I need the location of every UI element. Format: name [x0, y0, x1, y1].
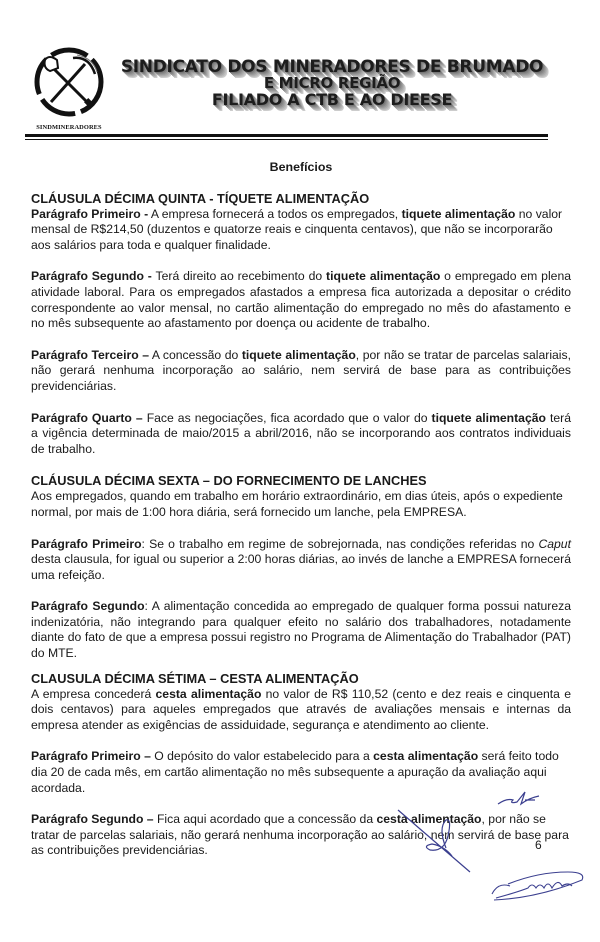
paragraph-text: : A alimentação concedida ao empregado de qualquer forma possui natureza indenizatória, não integrando para qualquer efeito no salário dos trabalhadores, notadamente diante do fato de que a empresa possui registro no Programa de Alimentação do Trabalhador (PAT) do MTE.: [31, 599, 571, 661]
paragraph-text: será feito todo dia 20 de cada mês, em cartão alimentação no mês subsequente a apuração da avaliação aqui acordada.: [31, 749, 559, 795]
masthead-line-2: E MICRO REGIÃO: [263, 74, 401, 92]
initials-signature-icon: [495, 788, 545, 810]
masthead-line-3: FILIADO A CTB E AO DIEESE: [211, 90, 453, 109]
emphasis: tiquete alimentação: [401, 206, 516, 221]
paragraph-text: no valor mensal de R$214,50 (duzentos e quatorze reais e cinquenta centavos), que não se incorporarão aos salários para toda e qualquer finalidade.: [31, 206, 563, 252]
union-logo: [27, 44, 107, 134]
paragraph-label: Parágrafo Segundo: [31, 599, 145, 614]
paragraph-label: Parágrafo Terceiro –: [31, 347, 149, 362]
paragraph-text: terá a vigência determinada de maio/2015 a abril/2016, não se incorporando aos contratos individuais de trabalho.: [31, 410, 571, 456]
paragraph-label: Parágrafo Primeiro: [31, 536, 142, 551]
logo-label: SINDMINERADORES: [36, 124, 102, 131]
paragraph-label: Parágrafo Primeiro –: [31, 749, 151, 764]
emphasis: tiquete alimentação: [241, 347, 356, 362]
handwritten-signature-icon: [396, 808, 476, 878]
paragraph-text: A concessão do: [148, 347, 242, 362]
paragraph-text: o empregado em plena atividade laboral. Para os empregados afastados a empresa fica autorizada a depositar o crédito correspondente ao valor mensal, no cartão alimentação do empregado no mês do afastamento e no mês subsequente ao afastamento por doença ou acidente de trabalho.: [31, 269, 572, 331]
paragraph: [31, 687, 571, 734]
italic-term: Caput: [538, 536, 571, 551]
masthead: [112, 57, 552, 110]
page-number: 6: [535, 838, 542, 852]
emphasis: tiquete alimentação: [431, 410, 546, 425]
paragraph-text: Terá direito ao recebimento do: [151, 269, 327, 284]
clause-heading: CLAUSULA DÉCIMA SÉTIMA – CESTA ALIMENTAÇÃO: [31, 670, 359, 686]
paragraph: [31, 207, 571, 254]
paragraph-text: : Se o trabalho em regime de sobrejornada, nas condições referidas no: [141, 536, 539, 551]
paragraph: [31, 348, 571, 395]
paragraph: [31, 599, 571, 661]
paragraph-text: Fica aqui acordado que a concessão da: [153, 812, 377, 827]
emphasis: cesta alimentação: [155, 686, 262, 701]
paragraph-text: A empresa concederá: [31, 686, 156, 701]
masthead-line-1: SINDICATO DOS MINERADORES DE BRUMADO: [120, 57, 544, 77]
paragraph-label: Parágrafo Quarto –: [31, 410, 143, 425]
paragraph: [31, 269, 571, 331]
paragraph-text: , por não se tratar de parcelas salariais, não gerará nenhuma incorporação ao salário, nem servirá de base para as contribuições previdenciárias.: [31, 812, 569, 858]
paragraph: [31, 537, 571, 584]
paragraph-label: Parágrafo Segundo –: [31, 812, 154, 827]
paragraph-text: no valor de R$ 110,52 (cento e dez reais e cinquenta e dois centavos) para aqueles empregados que através de avaliações mensais e internas da empresa atender as exigências de assiduidade, segurança e atendimento ao cliente.: [31, 686, 571, 732]
paragraph-text: Face as negociações, fica acordado que o valor do: [142, 410, 432, 425]
paragraph-text: O depósito do valor estabelecido para a: [150, 749, 374, 764]
paragraph-text: , por não se tratar de parcelas salariais, não gerará nenhuma incorporação ao salário, nem servirá de base para as contribuições previdenciárias.: [31, 347, 571, 393]
paragraph-label: Parágrafo Segundo -: [31, 269, 152, 284]
paragraph: [31, 812, 571, 859]
document-body: [31, 160, 571, 875]
header-rule-thick: [25, 134, 548, 137]
clause-heading: CLÁUSULA DÉCIMA SEXTA – DO FORNECIMENTO DE LANCHES: [31, 473, 427, 489]
paragraph-text: A empresa fornecerá a todos os empregados,: [148, 206, 402, 221]
emphasis: cesta alimentação: [376, 812, 482, 827]
clause-heading: CLÁUSULA DÉCIMA QUINTA - TÍQUETE ALIMENTAÇÃO: [31, 190, 370, 206]
pick-and-shovel-icon: [27, 44, 111, 124]
paragraph: Aos empregados, quando em trabalho em horário extraordinário, em dias úteis, após o expediente normal, por mais de 1:00 hora diária, será fornecido um lanche, pela EMPRESA.: [31, 489, 563, 519]
handwritten-signature-icon: [488, 868, 588, 908]
emphasis: tiquete alimentação: [326, 269, 441, 284]
paragraph: [31, 749, 571, 796]
paragraph-label: Parágrafo Primeiro -: [31, 206, 149, 221]
section-title: Benefícios: [269, 160, 333, 174]
header-rule-thin: [25, 139, 548, 140]
paragraph-text: desta clausula, for igual ou superior a 2:00 horas diárias, ao invés de lanche a EMPRESA fornecerá uma refeição.: [31, 552, 571, 582]
paragraph: [31, 411, 571, 458]
emphasis: cesta alimentação: [373, 749, 479, 764]
